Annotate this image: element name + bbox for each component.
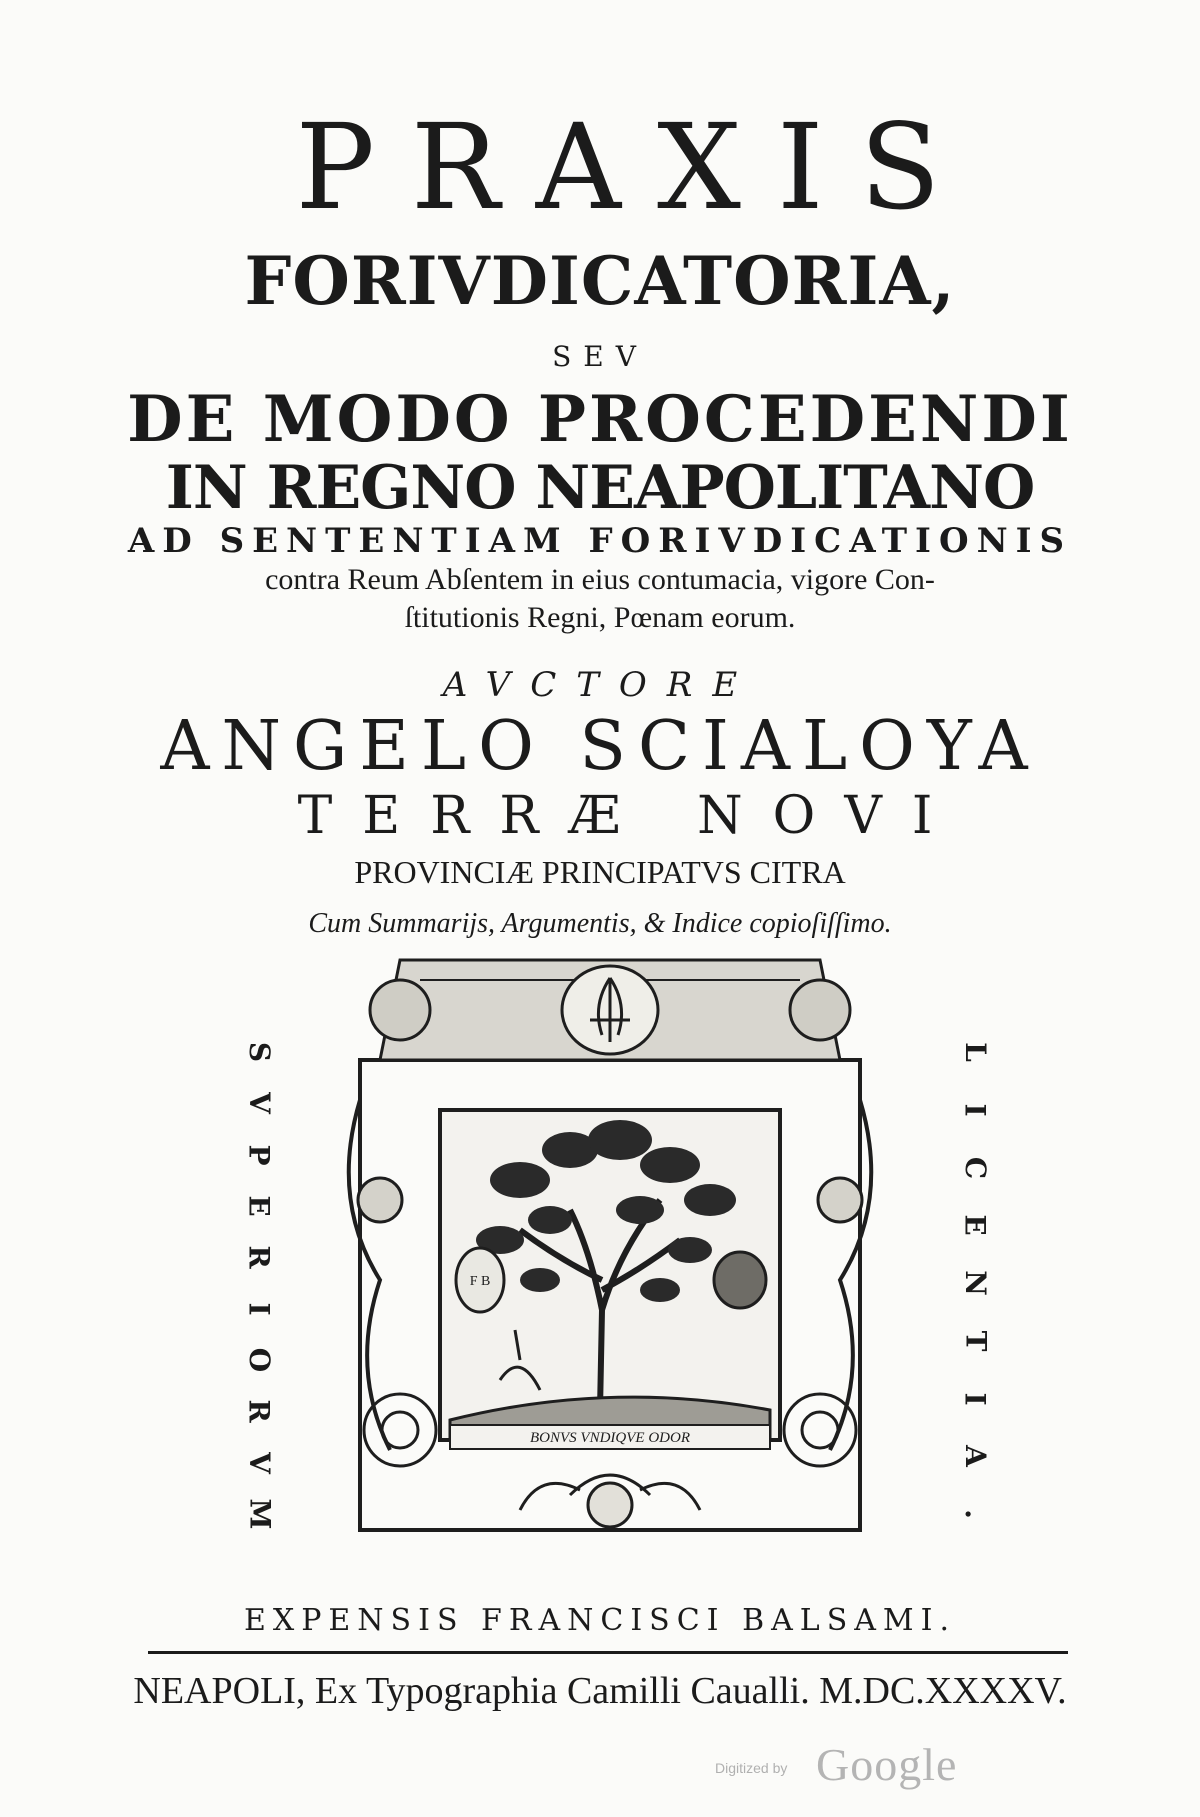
emblem-monogram: F B [469, 1274, 491, 1289]
license-letter: V [242, 1092, 276, 1115]
subtitle: Cum Summarijs, Argumentis, & Indice copioſiſſimo. [308, 908, 892, 939]
imprint-line: NEAPOLI, Ex Typographia Camilli Caualli. M.DC.XXXXV. [133, 1670, 1067, 1712]
title-de-modo: DE MODO PROCEDENDI [127, 382, 1073, 457]
google-logo: Google [816, 1739, 958, 1790]
license-letter: I [958, 1391, 992, 1406]
license-letter: N [959, 1270, 992, 1296]
license-letter: O [242, 1347, 276, 1373]
title-contra-line1: contra Reum Abſentem in eius contumacia, vigore Con- [265, 563, 935, 596]
license-right-vertical [952, 1038, 998, 1528]
license-letter: . [959, 1509, 992, 1519]
license-letter: R [243, 1399, 276, 1423]
license-letter: I [242, 1302, 276, 1316]
license-letter: I [958, 1103, 992, 1117]
author-name: ANGELO SCIALOYA [160, 707, 1040, 786]
expensis-line: EXPENSIS FRANCISCI BALSAMI. [243, 1603, 957, 1638]
printers-device-emblem [340, 950, 880, 1560]
license-letter: R [243, 1245, 276, 1269]
emblem-motto: BONVS VNDIQVE ODOR [530, 1430, 690, 1446]
license-letter: P [243, 1144, 276, 1166]
title-ad-sententiam: AD SENTENTIAM FORIVDICATIONIS [127, 521, 1073, 561]
author-place: TERRÆ NOVI [297, 786, 963, 846]
license-letter: L [959, 1042, 992, 1062]
title-in-regno: IN REGNO NEAPOLITANO [165, 453, 1035, 523]
license-letter: M [243, 1498, 276, 1530]
license-letter: C [958, 1156, 992, 1179]
author-province: PROVINCIÆ PRINCIPATVS CITRA [354, 854, 846, 890]
license-letter: S [242, 1041, 276, 1063]
digitized-by-label: Digitized by [715, 1760, 788, 1776]
license-letter: V [242, 1451, 276, 1474]
title-foriudicatoria: FORIVDICATORIA, [244, 242, 956, 320]
license-letter: A [958, 1445, 992, 1468]
title-seu: SEV [552, 340, 648, 373]
title-contra-line2: ſtitutionis Regni, Pœnam eorum. [404, 601, 796, 634]
title-praxis: PRAXIS [295, 98, 977, 236]
license-left-vertical [236, 1038, 282, 1528]
license-letter: E [243, 1195, 276, 1217]
auctore-label: AVCTORE [442, 665, 758, 705]
license-letter: T [959, 1330, 992, 1352]
license-letter: E [959, 1214, 992, 1236]
divider-rule [148, 1651, 1068, 1654]
